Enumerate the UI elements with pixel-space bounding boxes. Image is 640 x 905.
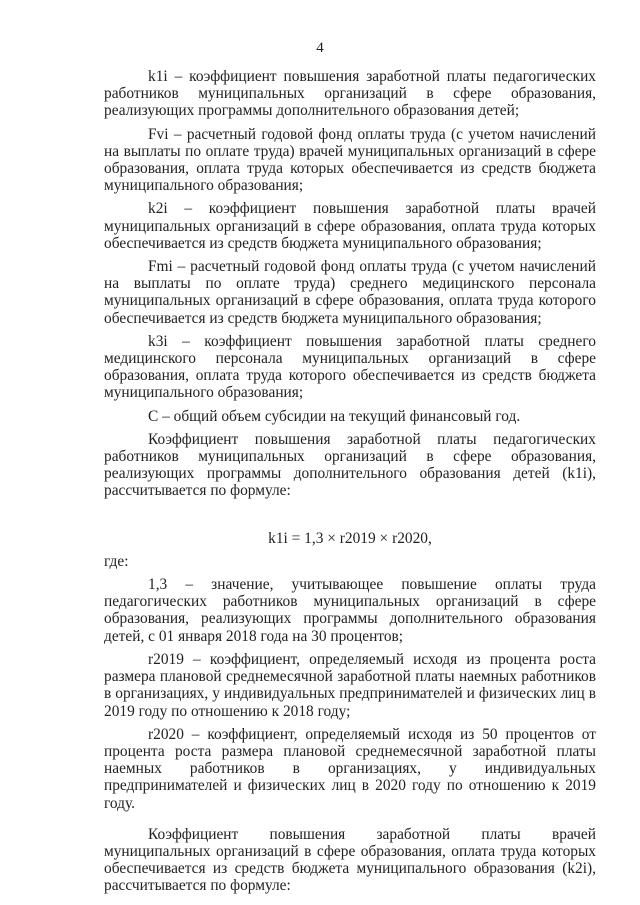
paragraph-k1i: k1i – коэффициент повышения заработной платы педагогических работников муниципальных организаций в сфере образования, реализующих программы дополнительного образования детей;: [104, 68, 596, 120]
paragraph-fvi: Fvi – расчетный годовой фонд оплаты труда (с учетом начислений на выплаты по оплате труда) врачей муниципальных организаций в сфере образования, оплата труда которых обеспечивается из средств бюджета муниципального образования;: [104, 125, 596, 195]
paragraph-k2i: k2i – коэффициент повышения заработной платы врачей муниципальных организаций в сфере образования, оплата труда которых обеспечивается из средств бюджета муниципального образования;: [104, 200, 596, 252]
definition-r2019: r2019 – коэффициент, определяемый исходя из процента роста размера плановой среднемесячной заработной платы наемных работников в организациях, у индивидуальных предпринимателей и физических лиц в 2019 году по отношению к 2018 году;: [104, 650, 596, 720]
document-body: [104, 68, 596, 901]
paragraph-k2i-intro: Коэффициент повышения заработной платы врачей муниципальных организаций в сфере образования, оплата труда которых обеспечивается из средств бюджета муниципального образования (k2i), рассчитывается по формуле:: [104, 825, 596, 895]
where-label: где:: [104, 552, 129, 570]
paragraph-fmi: Fmi – расчетный годовой фонд оплаты труда (с учетом начислений на выплаты по оплате труда) среднего медицинского персонала муниципальных организаций в сфере образования, оплата труда которого обеспечивается из средств бюджета муниципального образования;: [104, 258, 596, 327]
paragraph-k3i: k3i – коэффициент повышения заработной платы среднего медицинского персонала муниципальных организаций в сфере образования, оплата труда которого обеспечивается из средств бюджета муниципального образования;: [104, 332, 596, 402]
page-number: 4: [316, 40, 324, 56]
definition-1-3: 1,3 – значение, учитывающее повышение оплаты труда педагогических работников муниципальных организаций в сфере образования, реализующих программы дополнительного образования детей, с 01 января 2018 года на 30 процентов;: [104, 576, 596, 645]
formula-k1i: k1i = 1,3 × r2019 × r2020,: [268, 529, 432, 547]
definition-r2020: r2020 – коэффициент, определяемый исходя из 50 процентов от процента роста размера плановой среднемесячной заработной платы наемных работников в организациях, у индивидуальных предпринимателей и физических лиц в 2020 году по отношению к 2019 году.: [104, 725, 596, 812]
paragraph-c: C – общий объем субсидии на текущий финансовый год.: [148, 407, 521, 425]
paragraph-k1i-intro: Коэффициент повышения заработной платы педагогических работников муниципальных организаций в сфере образования, реализующих программы дополнительного образования детей (k1i), рассчитывается по формуле:: [104, 430, 596, 500]
